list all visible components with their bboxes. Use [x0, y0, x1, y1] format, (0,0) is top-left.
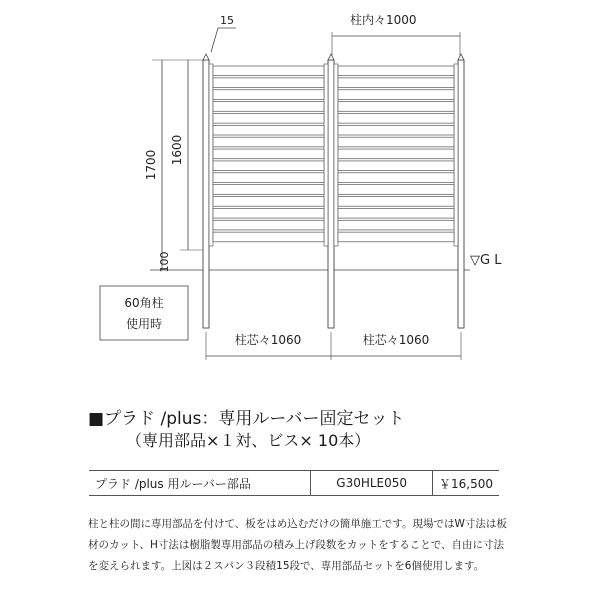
- table-row: [89, 471, 499, 496]
- product-title: ■プラド /plus：専用ルーバー固定セット: [88, 409, 405, 429]
- slat: [213, 78, 324, 88]
- post-middle-cap: [328, 54, 334, 60]
- slat: [338, 125, 454, 135]
- dim-bottom-right-label: 柱芯々1060: [362, 333, 430, 347]
- slat: [338, 78, 454, 88]
- slat: [213, 232, 324, 242]
- product-subtitle: （専用部品×１対、ビス× 10本）: [126, 431, 371, 450]
- slat: [213, 149, 324, 159]
- fitting-mid-left: [324, 64, 328, 246]
- post-right-cap: [458, 54, 464, 60]
- slat: [213, 66, 324, 76]
- slat: [213, 197, 324, 207]
- fitting-right: [454, 64, 458, 246]
- slat: [338, 173, 454, 183]
- fitting-left: [209, 64, 213, 246]
- part-name: プラド /plus 用ルーバー部品: [89, 471, 311, 496]
- slat: [213, 185, 324, 195]
- post-left-cap: [203, 54, 209, 60]
- ground-label: ▽G L: [470, 253, 502, 268]
- slat: [213, 90, 324, 100]
- dim-1600-label: 1600: [170, 134, 184, 166]
- slat: [338, 232, 454, 242]
- slat: [213, 113, 324, 123]
- part-code: G30HLE050: [311, 471, 433, 496]
- slat: [338, 161, 454, 171]
- slat: [338, 149, 454, 159]
- slat: [213, 102, 324, 112]
- slat: [338, 113, 454, 123]
- fitting-mid-right: [334, 64, 338, 246]
- dim-top-left-leader2: [211, 28, 218, 52]
- slat: [338, 66, 454, 76]
- slat: [213, 125, 324, 135]
- slat: [338, 185, 454, 195]
- slat: [213, 161, 324, 171]
- dim-top-inner-label: 柱内々1000: [350, 13, 417, 27]
- description-text: 柱と柱の間に専用部品を付けて、板をはめ込むだけの簡単施工です。現場ではW寸法は板材のカット、H寸法は樹脂製専用部品の積み上げ段数をカットをすることで、自由に寸法を変えられます。上図は２スパン３段積15段で、専用部品セットを6個使用します。: [88, 518, 507, 572]
- note-box-line2: 使用時: [125, 317, 163, 331]
- slat: [338, 90, 454, 100]
- slat-group-left: [213, 66, 324, 242]
- post-left: [203, 60, 209, 328]
- slat: [338, 208, 454, 218]
- dim-1700-label: 1700: [144, 149, 158, 181]
- part-price: ￥16,500: [433, 471, 500, 496]
- slat: [338, 220, 454, 230]
- slat: [213, 220, 324, 230]
- post-right: [458, 60, 464, 328]
- slat: [213, 208, 324, 218]
- product-title-block: [88, 408, 568, 452]
- note-box-line1: 60角柱: [124, 296, 164, 310]
- dim-100-label: 100: [158, 251, 171, 273]
- note-box: [100, 286, 188, 340]
- slat: [213, 137, 324, 147]
- slat-group-right: [338, 66, 454, 242]
- spec-table: [89, 470, 499, 496]
- dim-bottom-left-label: 柱芯々1060: [234, 333, 302, 347]
- slat: [213, 173, 324, 183]
- slat: [338, 197, 454, 207]
- slat: [338, 137, 454, 147]
- slat: [338, 102, 454, 112]
- dim-top-left-label: 15: [220, 14, 234, 27]
- post-middle: [328, 60, 334, 328]
